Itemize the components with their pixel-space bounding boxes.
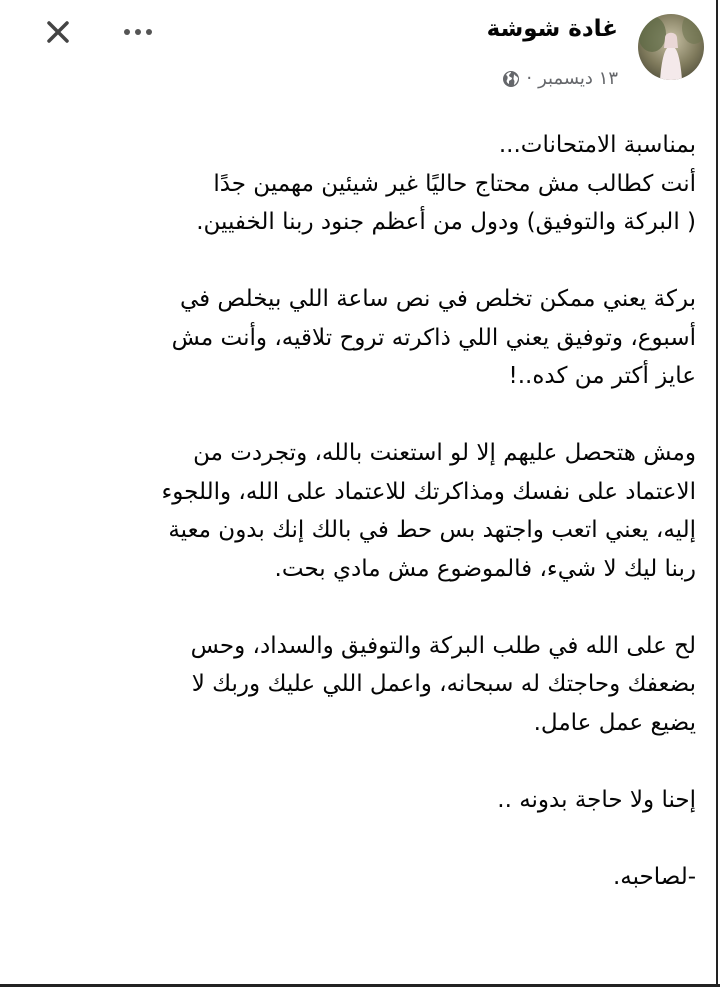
post-line: ومش هتحصل عليهم إلا لو استعنت بالله، وتجردت من: [193, 440, 696, 466]
post-text: [96, 126, 696, 896]
post-line: الاعتماد على نفسك ومذاكرتك للاعتماد على الله، واللجوء: [161, 478, 696, 505]
post-line: بمناسبة الامتحانات...: [498, 132, 696, 158]
post-paragraph-1: [96, 126, 696, 242]
globe-icon: [502, 70, 520, 88]
post-line: يضيع عمل عامل.: [533, 709, 696, 736]
post-line: بضعفك وحاجتك له سبحانه، واعمل اللي عليك وربك لا: [191, 671, 696, 697]
post-paragraph-5: [96, 781, 696, 820]
post-paragraph-4: [96, 627, 696, 743]
frame-border-right: [716, 0, 718, 987]
post-line: -لصاحبه.: [612, 863, 696, 890]
post-paragraph-2: [96, 280, 696, 396]
close-x-icon: [45, 19, 71, 45]
post-date[interactable]: ١٣ ديسمبر: [538, 68, 618, 89]
post-line: ربنا ليك لا شيء، فالموضوع مش مادي بحت.: [274, 555, 696, 582]
post-line: بركة يعني ممكن تخلص في نص ساعة اللي بيخلص في: [179, 286, 696, 312]
post-line: أنت كطالب مش محتاج حاليًا غير شيئين مهمين جدًا: [213, 170, 696, 197]
avatar-photo: [638, 14, 704, 80]
post-line: أسبوع، وتوفيق يعني اللي ذاكرته تروح تلاقيه، وأنت مش: [171, 324, 696, 351]
post-line: إحنا ولا حاجة بدونه ..: [497, 786, 696, 813]
close-button[interactable]: [40, 14, 76, 50]
author-name[interactable]: غادة شوشة: [486, 16, 618, 42]
meta-separator: ·: [526, 68, 533, 89]
post-meta: [502, 68, 618, 89]
post-line: عايز أكتر من كده..!: [508, 363, 696, 389]
post-line: ( البركة والتوفيق) ودول من أعظم جنود ربنا الخفيين.: [196, 209, 696, 235]
post-paragraph-3: [96, 434, 696, 588]
more-horizontal-icon: [123, 28, 153, 36]
author-avatar[interactable]: [638, 14, 704, 80]
post-line: لح على الله في طلب البركة والتوفيق والسداد، وحس: [190, 632, 696, 659]
post-line: إليه، يعني اتعب واجتهد بس حط في بالك إنك بدون معية: [168, 517, 696, 543]
post-paragraph-6: [96, 858, 696, 897]
more-options-button[interactable]: [118, 18, 158, 46]
